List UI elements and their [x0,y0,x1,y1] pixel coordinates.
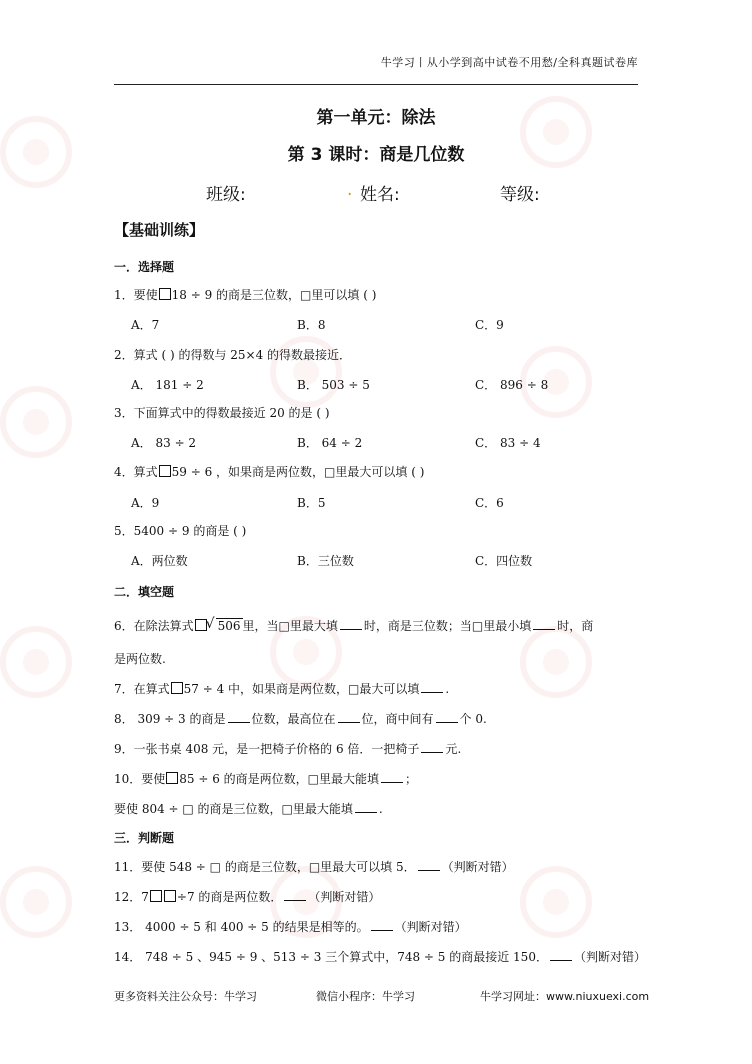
option-a[interactable]: A．两位数 [131,554,188,568]
question-12: 12．7 ÷7 的商是两位数． （判断对错） [114,890,381,904]
header-text: 牛学习丨从小学到高中试卷不用愁/全科真题试卷库 [380,56,638,69]
answer-blank[interactable] [436,711,458,723]
footer-website-link[interactable]: 牛学习网址：www.niuxuexi.com [480,990,650,1003]
question-6: 6．在除法算式√ 506 里，当□里最大填 时，商是三位数；当□里最小填 时，商 [114,617,593,634]
option-b[interactable]: B．5 [297,496,326,510]
footer-left: 更多资料关注公众号：牛学习 [114,990,257,1003]
answer-blank[interactable] [340,618,362,630]
blank-box[interactable] [159,288,171,300]
answer-blank[interactable] [284,889,306,901]
part1-heading: 一．选择题 [114,260,175,274]
grade-label: 等级: [500,185,540,205]
watermark-logo-icon [520,866,592,938]
answer-blank[interactable] [338,711,360,723]
footer-middle: 微信小程序：牛学习 [316,990,415,1003]
blank-box[interactable] [171,682,183,694]
option-c[interactable]: C．9 [475,318,504,332]
question-6-continued: 是两位数. [114,652,166,666]
answer-blank[interactable] [550,949,572,961]
option-b[interactable]: B．三位数 [297,554,354,568]
long-division-symbol: √ 506 [216,618,243,633]
answer-blank[interactable] [418,859,440,871]
question-9: 9．一张书桌 408 元，是一把椅子价格的 6 倍．一把椅子 元. [114,742,462,756]
question-3: 3．下面算式中的得数最接近 20 的是 ( ) [114,406,330,420]
option-a[interactable]: A． 181 ÷ 2 [131,378,204,392]
name-label: 姓名: [360,185,400,205]
part2-heading: 二．填空题 [114,585,175,599]
option-b[interactable]: B． 503 ÷ 5 [297,378,370,392]
blank-box[interactable] [150,890,162,902]
question-1: 1．要使 18 ÷ 9 的商是三位数，□里可以填 ( ) [114,288,377,302]
answer-blank[interactable] [355,801,377,813]
question-10-continued: 要使 804 ÷ □ 的商是三位数，□里最大能填 . [114,802,383,816]
header-divider [114,84,638,85]
blank-box[interactable] [164,890,176,902]
unit-title: 第一单元：除法 [316,108,436,128]
answer-blank[interactable] [533,618,555,630]
answer-blank[interactable] [421,741,443,753]
question-8: 8． 309 ÷ 3 的商是 位数，最高位在 位，商中间有 个 0. [114,712,487,726]
watermark-logo-icon [0,386,72,458]
option-c[interactable]: C． 83 ÷ 4 [475,436,541,450]
info-dot: . [347,180,353,200]
question-2: 2．算式 ( ) 的得数与 25×4 的得数最接近． [114,348,352,362]
blank-box[interactable] [166,772,178,784]
answer-blank[interactable] [381,771,403,783]
option-b[interactable]: B．8 [297,318,326,332]
option-a[interactable]: A． 83 ÷ 2 [131,436,197,450]
question-14: 14． 748 ÷ 5 、945 ÷ 9 、513 ÷ 3 三个算式中，748 ÷ 5 的商最接近 150． （判断对错） [114,950,646,964]
section-title: 【基础训练】 [114,221,205,239]
option-c[interactable]: C．6 [475,496,504,510]
option-a[interactable]: A．9 [131,496,160,510]
watermark-logo-icon [0,866,72,938]
question-10: 10．要使 85 ÷ 6 的商是两位数，□里最大能填 ； [114,772,418,786]
question-7: 7．在算式 57 ÷ 4 中，如果商是两位数，□最大可以填 . [114,682,450,696]
answer-blank[interactable] [371,919,393,931]
part3-heading: 三．判断题 [114,831,175,845]
option-c[interactable]: C． 896 ÷ 8 [475,378,549,392]
blank-box[interactable] [159,465,171,477]
lesson-title: 第 3 课时：商是几位数 [287,145,465,165]
answer-blank[interactable] [228,711,250,723]
watermark-logo-icon [520,626,592,698]
answer-blank[interactable] [421,681,443,693]
question-4: 4．算式 59 ÷ 6 ，如果商是两位数，□里最大可以填 ( ) [114,465,425,479]
option-b[interactable]: B． 64 ÷ 2 [297,436,363,450]
question-13: 13． 4000 ÷ 5 和 400 ÷ 5 的结果是相等的。 （判断对错） [114,920,467,934]
class-label: 班级: [206,185,246,205]
option-c[interactable]: C．四位数 [475,554,533,568]
question-11: 11．要使 548 ÷ □ 的商是三位数，□里最大可以填 5． （判断对错） [114,860,514,874]
question-5: 5．5400 ÷ 9 的商是 ( ) [114,524,247,538]
option-a[interactable]: A．7 [131,318,160,332]
watermark-logo-icon [0,626,72,698]
